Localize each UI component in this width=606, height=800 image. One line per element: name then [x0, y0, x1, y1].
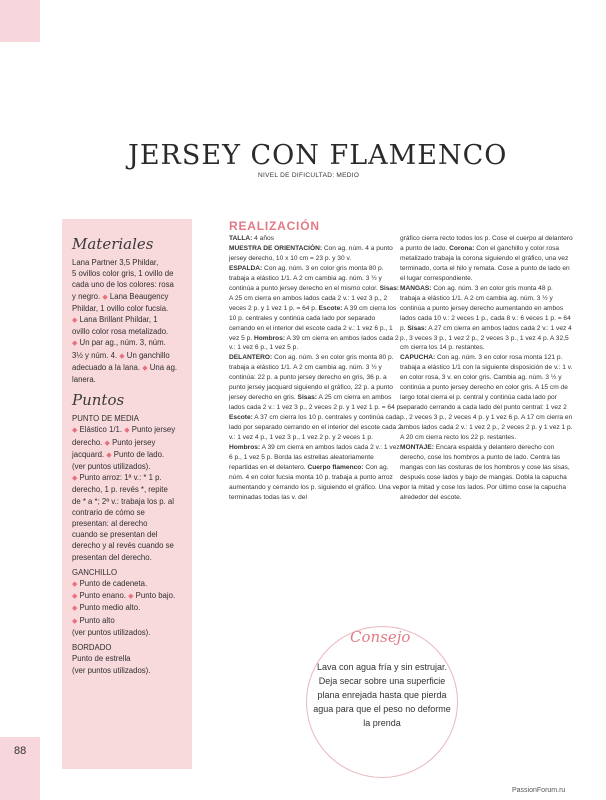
sidebar-line: presentan: al derecho: [72, 519, 148, 529]
instruction-text: Con ag. núm. 3 en color gris monta 80 p. trabaja a elástico 1/1. A 2 cm cambia ag. núm. 3 ½ y continúa a punto jersey derecho en el mismo color.: [229, 264, 384, 292]
instruction-text: A 37 cm cierra los 10 p. centrales y continúa cada lado por separado cerrando en el interior del escote cada 2 v.: 1 vez 4 p., 1 vez 3 p., 1 vez 2 p. y 2 veces 1 p.: [229, 414, 402, 442]
page-title: JERSEY CON FLAMENCO: [128, 140, 508, 171]
bordado-list: [72, 653, 182, 675]
consejo-text: Lava con agua fría y sin estrujar. Deja secar sobre una superficie plana enrejada hasta que pierda agua para que el peso no deforme la prenda: [313, 662, 451, 728]
diamond-bullet-icon: ◆: [102, 293, 108, 301]
diamond-bullet-icon: ◆: [119, 352, 125, 360]
sidebar-line: ◆ Elástico 1/1. ◆ Punto jersey: [72, 425, 176, 435]
sidebar-line: (ver puntos utilizados).: [72, 627, 151, 637]
sidebar-line: contrario de cómo se: [72, 507, 145, 517]
instruction-label: Sisas:: [407, 324, 427, 332]
instruction-text: Con ag. núm. 4 en color fucsia monta 10 p. trabaja a punto arroz aumentando y cerrando los p. siguiendo el gráfico. Una vez terminadas todas las v. del: [229, 463, 403, 501]
instruction-text: A 25 cm cierra en ambos lados cada 2 v.: 1 vez 3 p., 2 veces 2 p. y 1 vez 1 p. = 64 p.: [229, 294, 388, 312]
sidebar-line: derecho, 1 p. revés *, repite: [72, 485, 168, 495]
diamond-bullet-icon: ◆: [104, 439, 110, 447]
instruction-label: Hombros:: [229, 444, 261, 452]
diamond-bullet-icon: ◆: [72, 317, 78, 325]
instruction-label: Corona:: [449, 244, 475, 252]
sidebar-line: adecuado a la lana. ◆ Una ag.: [72, 362, 178, 372]
instruction-label: CAPUCHA:: [400, 354, 436, 362]
instruction-label: Escote:: [318, 304, 343, 312]
ganchillo-list: [72, 578, 182, 638]
instruction-text: Con ag. núm. 3 en color gris monta 48 p. trabaja a elástico 1/1. A 2 cm cambia ag. núm. 3 ½ y continúa a punto jersey derecho aumentando en ambos lados cada 10 v.: 2 veces 1 p., cada 8 v.: 6 veces 1 p. = 64 p.: [400, 284, 571, 332]
instruction-label: ESPALDA:: [229, 264, 263, 272]
diamond-bullet-icon: ◆: [72, 427, 78, 435]
sidebar-line: ◆ Punto medio alto.: [72, 603, 141, 613]
media-list: [72, 424, 182, 562]
page-number: 88: [14, 745, 27, 757]
diamond-bullet-icon: ◆: [72, 340, 78, 348]
sidebar-line: (ver puntos utilizados).: [72, 665, 151, 675]
watermark: PassionForum.ru: [512, 787, 566, 794]
instruction-label: MANGAS:: [400, 284, 432, 292]
instruction-text: Encara espalda y delantero derecho con derecho, cose los hombros a punto de lado. Centra las mangas con las costuras de los hombros y cose las sisas, después cose lados y bajo de mangas. Dobla la capucha por la mitad y cose los lados. Por último cose la capucha alrededor del escote.: [400, 444, 570, 501]
sidebar-line: Punto de estrella: [72, 654, 131, 664]
sidebar-line: lanera.: [72, 375, 96, 385]
instruction-text: A 27 cm cierra en ambos lados cada 2 v.: 1 vez 4 p., 3 veces 3 p., 1 vez 2 p., 2 veces 3 p., 1 vez 4 p. A 32,5 cm cierra los 14 p. restantes.: [400, 324, 572, 352]
instruction-label: Escote:: [229, 414, 253, 422]
sidebar-line: derecho. ◆ Punto jersey: [72, 437, 156, 447]
difficulty-level: NIVEL DE DIFICULTAD: MEDIO: [258, 172, 360, 179]
diamond-bullet-icon: ◆: [72, 475, 78, 483]
bordado-heading: BORDADO: [72, 643, 112, 653]
diamond-bullet-icon: ◆: [72, 617, 78, 625]
instruction-label: Cuerpo flamenco:: [307, 463, 364, 471]
diamond-bullet-icon: ◆: [72, 593, 78, 601]
instruction-label: Sisas:: [379, 284, 400, 292]
materiales-list: [72, 257, 182, 385]
sidebar-line: cuando se presentan del: [72, 530, 158, 540]
instruction-text: A 39 cm cierra los 10 p. centrales y continúa cada lado por separado cerrando en el interior del escote cada 2 v.: 1 vez 6 p., 1 vez 5 p.: [229, 304, 397, 342]
instruction-text: Con ag. núm. 3 en color rosa monta 121 p. trabaja a elástico 1/1 con la siguiente disposición de v.: 1 v. en color rosa, 3 v. en color gris. Cambia ag. núm. 3 ½ y continúa a punto jersey derecho en color gris. A 15 cm de largo total cierra el p. central y continúa cada lado por separado cerrando a cada lado del punto central: 1 vez 2 p., 2 veces 3 p., 2 veces 4 p. y 1 vez 6 p. A 17 cm cierra en ambos lados cada 2 v.: 1 vez 2 p., 2 veces 2 p. y 1 vez 1 p. A 20 cm cierra recto los 22 p. restantes.: [400, 354, 573, 442]
instructions-column-right: [400, 234, 574, 503]
sidebar-line: 3½ y núm. 4. ◆ Un ganchillo: [72, 350, 170, 360]
sidebar-line: ◆ Lana Brillant Phildar, 1: [72, 315, 158, 325]
sidebar-line: ◆ Punto alto: [72, 615, 115, 625]
sidebar-line: jacquard. ◆ Punto de lado.: [72, 449, 165, 459]
instruction-text: gráfico cierra recto todos los p. Cose el cuerpo al delantero a punto de lado.: [400, 235, 573, 252]
sidebar-line: ◆ Punto de cadeneta.: [72, 579, 148, 589]
sidebar-line: derecho y al revés cuando se: [72, 541, 174, 551]
instruction-label: DELANTERO:: [229, 354, 273, 362]
realizacion-heading: REALIZACIÓN: [229, 219, 320, 233]
sidebar-line: ovillo color rosa metalizado.: [72, 327, 169, 337]
sidebar-line: ◆ Un par ag., núm. 3, núm.: [72, 338, 166, 348]
instruction-text: Con ag. núm. 4 a punto jersey derecho, 10 x 10 cm = 23 p. y 30 v.: [229, 244, 393, 262]
instruction-label: Sisas:: [297, 394, 317, 402]
instruction-label: TALLA:: [229, 235, 253, 242]
sidebar-line: ◆ Punto arroz: 1ª v.: * 1 p.: [72, 473, 162, 483]
instruction-label: Hombros:: [253, 334, 286, 342]
consejo-heading: Consejo: [350, 628, 411, 646]
sidebar-line: presentan del derecho.: [72, 552, 152, 562]
diamond-bullet-icon: ◆: [124, 427, 130, 435]
sidebar-line: Lana Partner 3,5 Phildar,: [72, 258, 159, 267]
sidebar-line: ◆ Punto enano. ◆ Punto bajo.: [72, 591, 176, 601]
sidebar-line: (ver puntos utilizados).: [72, 462, 151, 472]
ganchillo-heading: GANCHILLO: [72, 567, 118, 577]
sidebar-line: Phildar, 1 ovillo color fucsia.: [72, 303, 169, 313]
diamond-bullet-icon: ◆: [72, 581, 78, 589]
corner-decoration-top: [0, 0, 40, 42]
diamond-bullet-icon: ◆: [72, 605, 78, 613]
media-heading: PUNTO DE MEDIA: [72, 414, 140, 424]
sidebar-line: cada uno de los colores: rosa: [72, 280, 174, 290]
instruction-text: A 39 cm cierra en ambos lados cada 2 v.: 1 vez 6 p., 1 vez 5 p.: [229, 334, 399, 352]
instruction-label: MONTAJE:: [400, 444, 434, 452]
sidebar-line: de * a *; 2ª v.: trabaja los p. al: [72, 496, 174, 506]
instruction-label: MUESTRA DE ORIENTACIÓN:: [229, 244, 323, 252]
instruction-text: 4 años: [252, 235, 274, 242]
diamond-bullet-icon: ◆: [106, 451, 112, 459]
puntos-heading: Puntos: [72, 391, 125, 410]
diamond-bullet-icon: ◆: [142, 364, 148, 372]
materiales-heading: Materiales: [72, 235, 154, 253]
instruction-text: Con el ganchillo y color rosa metalizado trabaja la corona siguiendo el gráfico, una vez terminado, corta el hilo y remata. Cose a punto de lado en el lugar correspondiente.: [400, 244, 570, 282]
sidebar-line: 5 ovillos color gris, 1 ovillo de: [72, 269, 174, 279]
diamond-bullet-icon: ◆: [128, 593, 134, 601]
instructions-column-left: [229, 234, 403, 503]
instruction-text: A 25 cm cierra en ambos lados cada 2 v.: 1 vez 3 p., 2 veces 2 p. y 1 vez 1 p. = 64 p.: [229, 394, 403, 412]
instruction-text: Con ag. núm. 3 en color gris monta 80 p. trabaja a elástico 1/1. A 2 cm cambia ag. núm. 3 ½ y continúa: 22 p. a punto jersey derecho en gris, 36 p. a punto jersey jacquard siguiendo el gráfico, 22 p. a punto jersey derecho en gris.: [229, 354, 394, 402]
materials-sidebar: [62, 219, 192, 769]
sidebar-line: y negro. ◆ Lana Beaugency: [72, 291, 169, 301]
instruction-text: A 39 cm cierra en ambos lados cada 2 v.: 1 vez 6 p., 1 vez 5 p. Borda las estrellas aleatoriamente repartidas en el delantero.: [229, 444, 400, 471]
